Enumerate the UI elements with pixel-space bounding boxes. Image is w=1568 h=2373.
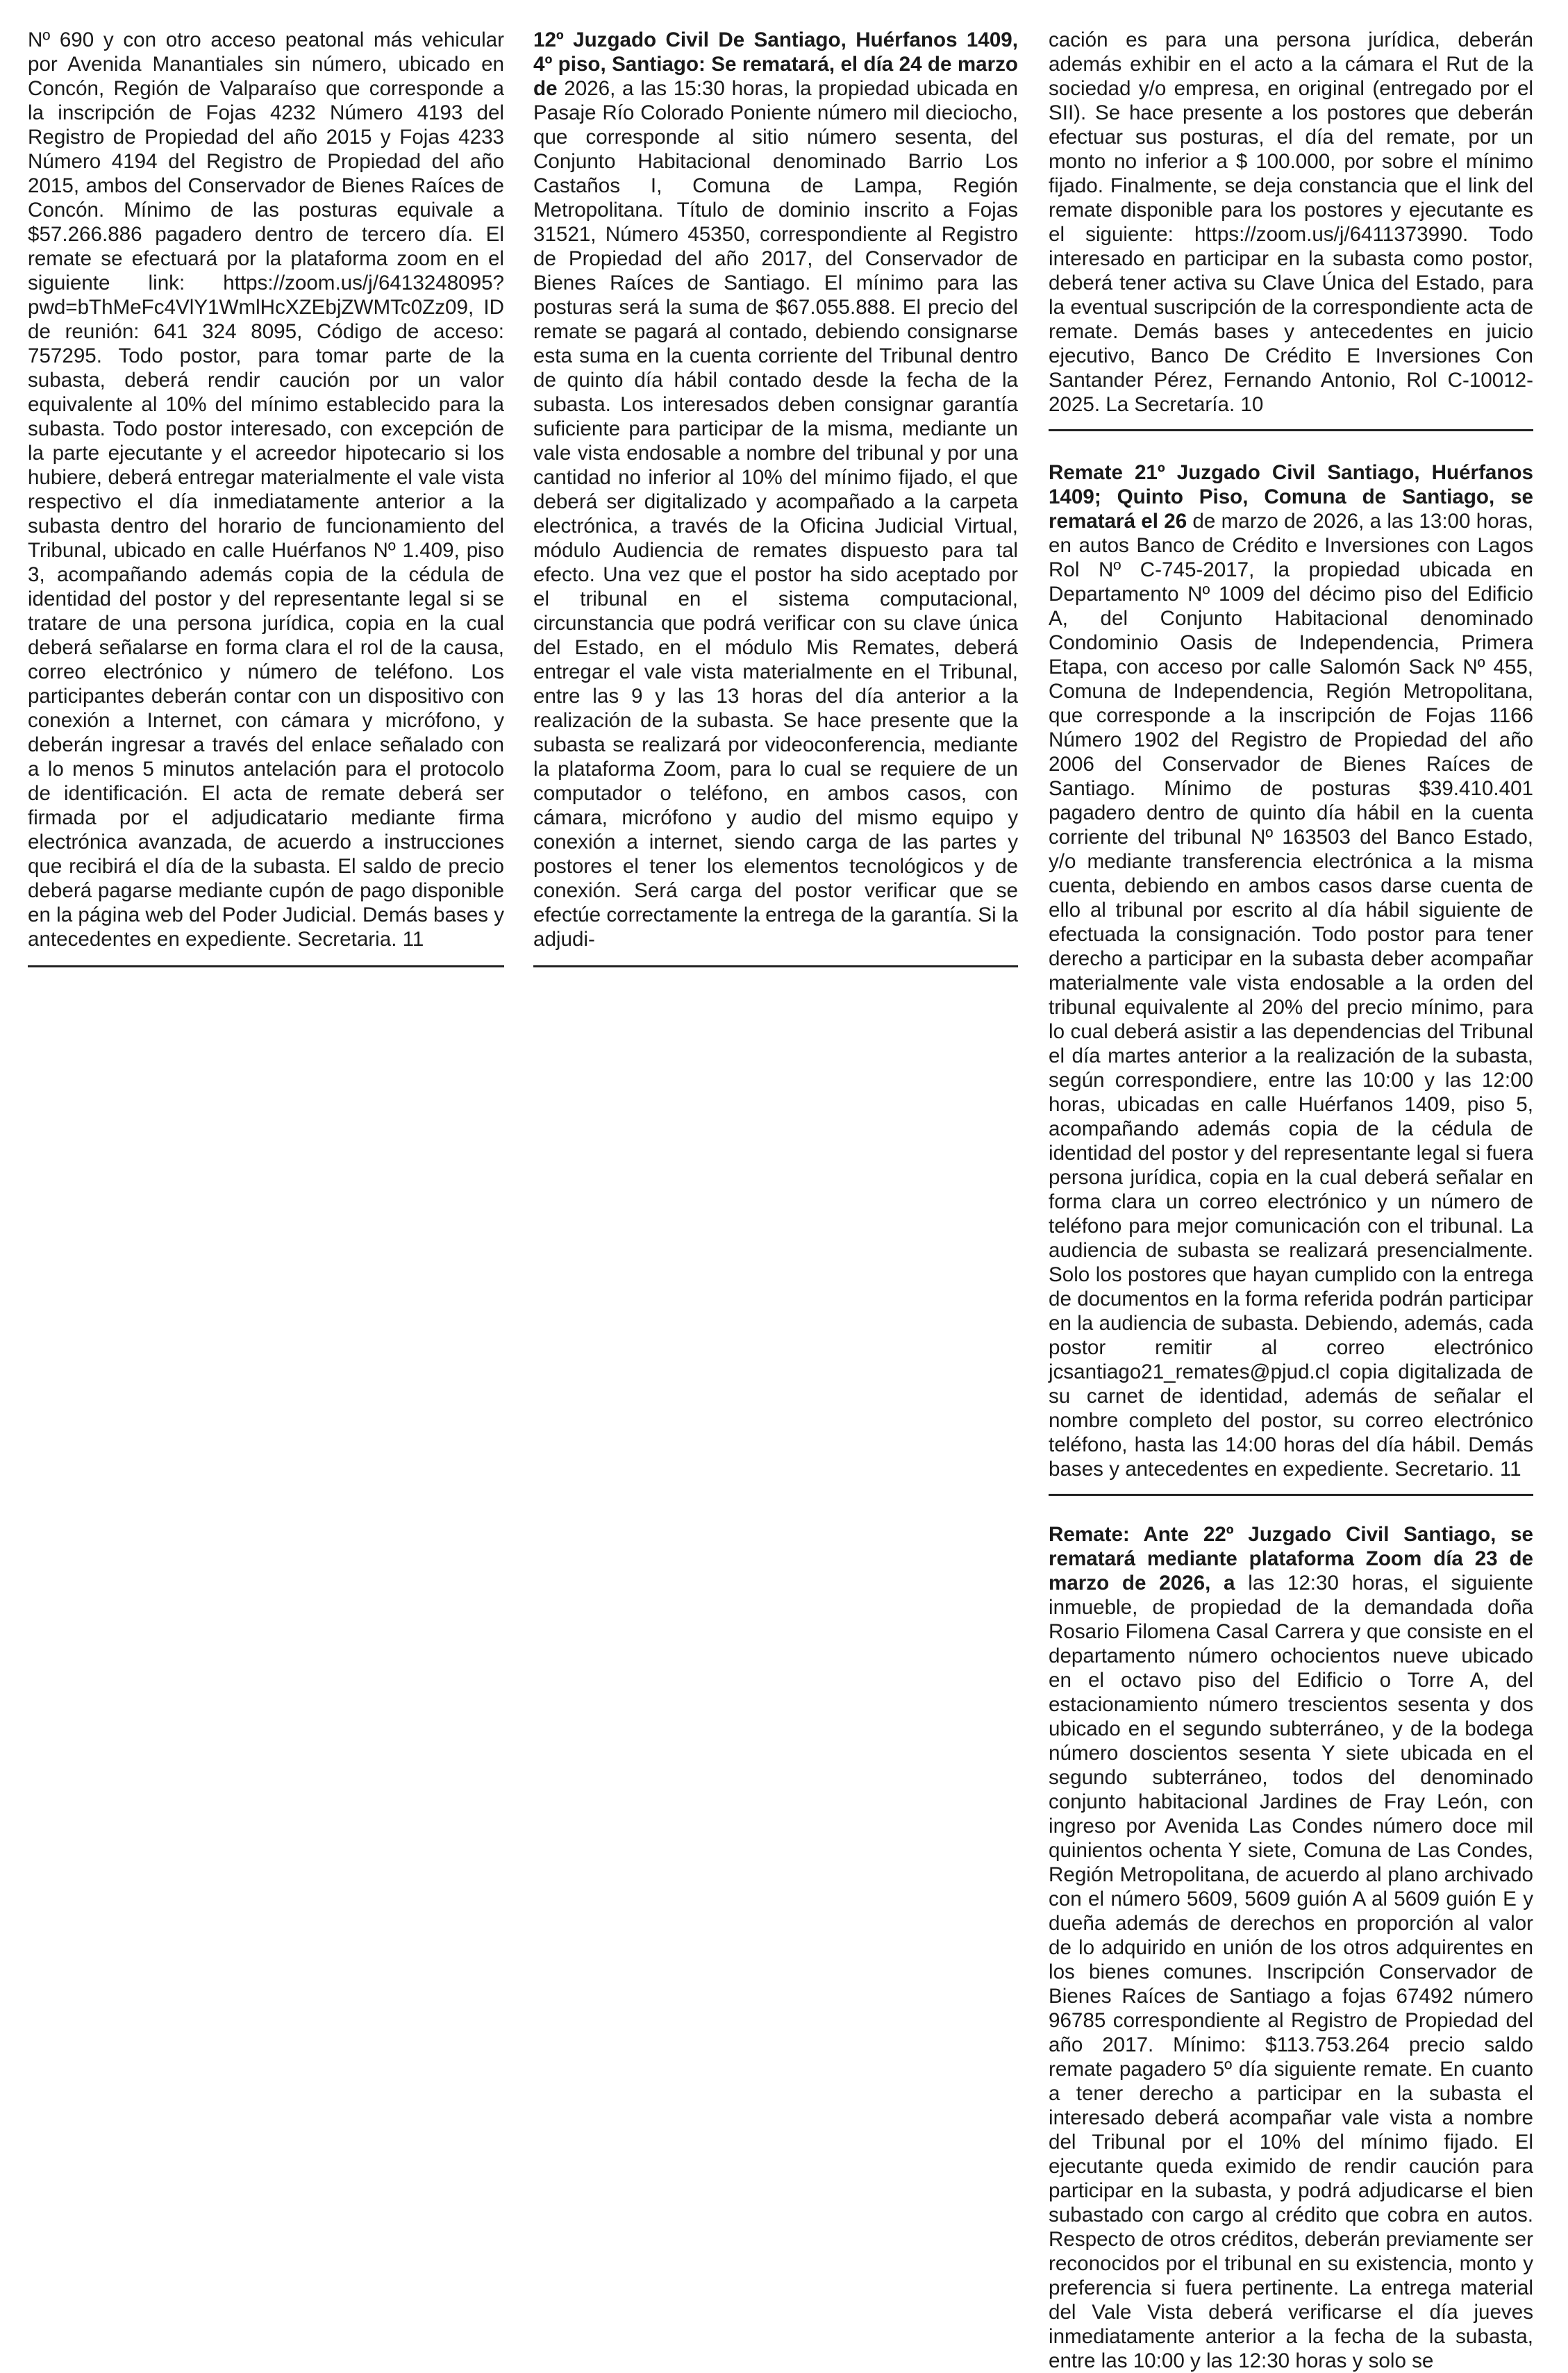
notice-body: cación es para una persona jurídica, deberán además exhibir en el acto a la cámara el Rut de la sociedad y/o empresa, en original (entregado por el SII). Se hace presente a los postores que deberán efectuar sus posturas, el día del remate, por un monto no inferior a $ 100.000, por sobre el mínimo fijado. Finalmente, se deja constancia que el link del remate disponible para los postores y ejecutante es el siguiente: https://zoom.us/j/6411373990. Todo interesado en participar en la subasta como postor, deberá tener activa su Clave Única del Estado, para la eventual suscripción de la correspondiente acta de remate. Demás bases y antecedentes en juicio ejecutivo, Banco De Crédito E Inversiones Con Santander Pérez, Fernando Antonio, Rol C-10012-2025. La Secretaría. 10 [1049,28,1533,416]
notice-heading: Remate: Ante 22º Juzgado Civil Santiago, se rematará mediante plataforma Zoom día 23 de marzo de 2026, a [1049,1523,1533,1595]
column-3 [1049,28,1533,2373]
notice-divider [28,965,504,967]
column-2 [533,28,1018,967]
notice-body: 2026, a las 15:30 horas, la propiedad ubicada en Pasaje Río Colorado Poniente número mil dieciocho, que corresponde al sitio número sesenta, del Conjunto Habitacional denominado Barrio Los Castaños I, Comuna de Lampa, Región Metropolitana. Título de dominio inscrito a Fojas 31521, Número 45350, correspondiente al Registro de Propiedad del año 2017, del Conservador de Bienes Raíces de Santiago. El mínimo para las posturas será la suma de $67.055.888. El precio del remate se pagará al contado, debiendo consignarse esta suma en la cuenta corriente del Tribunal dentro de quinto día hábil contado desde la fecha de la subasta. Los interesados deben consignar garantía suficiente para participar de la misma, mediante un vale vista endosable a nombre del tribunal y por una cantidad no inferior al 10% del mínimo fijado, el que deberá ser digitalizado y acompañado a la carpeta electrónica, a través de la Oficina Judicial Virtual, módulo Audiencia de remates dispuesto para tal efecto. Una vez que el postor ha sido aceptado por el tribunal en el sistema computacional, circunstancia que podrá verificar con su clave única del Estado, en el módulo Mis Remates, deberá entregar el vale vista materialmente en el Tribunal, entre las 9 y las 13 horas del día anterior a la realización de la subasta. Se hace presente que la subasta se realizará por videoconferencia, mediante la plataforma Zoom, para lo cual se requiere de un computador o teléfono, en ambos casos, con cámara, micrófono y audio del mismo equipo y conexión a internet, siendo carga de las partes y postores el tener los elementos tecnológicos y de conexión. Será carga del postor verificar que se efectúe correctamente la entrega de la garantía. Si la adjudi- [533,77,1018,951]
auction-notice-22-juzgado [1049,1522,1533,2373]
notice-heading: Remate 21º Juzgado Civil Santiago, Huérfanos 1409; Quinto Piso, Comuna de Santiago, se rematará el 26 [1049,461,1533,533]
notice-divider [1049,1494,1533,1496]
auction-notice-21-juzgado [1049,460,1533,1481]
notice-heading: 12º Juzgado Civil De Santiago, Huérfanos 1409, 4º piso, Santiago: Se rematará, el día 24 de marzo de [533,28,1018,100]
notice-divider [1049,429,1533,431]
notice-body: de marzo de 2026, a las 13:00 horas, en autos Banco de Crédito e Inversiones con Lagos Rol Nº C-745-2017, la propiedad ubicada en Departamento Nº 1009 del décimo piso del Edificio A, del Conjunto Habitacional denominado Condominio Oasis de Independencia, Primera Etapa, con acceso por calle Salomón Sack Nº 455, Comuna de Independencia, Región Metropolitana, que corresponde a la inscripción de Fojas 1166 Número 1902 del Registro de Propiedad del año 2006 del Conservador de Bienes Raíces de Santiago. Mínimo de posturas $39.410.401 pagadero dentro de quinto día hábil en la cuenta corriente del tribunal Nº 163503 del Banco Estado, y/o mediante transferencia electrónica a la misma cuenta, debiendo en ambos casos darse cuenta de ello al tribunal por escrito al día hábil siguiente de efectuada la consignación. Todo postor para tener derecho a participar en la subasta deber acompañar materialmente vale vista endosable a la orden del tribunal equivalente al 20% del precio mínimo, para lo cual deberá asistir a las dependencias del Tribunal el día martes anterior a la realización de la subasta, según correspondiere, entre las 10:00 y las 12:00 horas, ubicadas en calle Huérfanos 1409, piso 5, acompañando además copia de la cédula de identidad del postor y del representante legal si fuera persona jurídica, copia en la cual deberá señalar en forma clara un correo electrónico y un número de teléfono para mejor comunicación con el tribunal. La audiencia de subasta se realizará presencialmente. Solo los postores que hayan cumplido con la entrega de documentos en la forma referida podrán participar en la audiencia de subasta. Debiendo, además, cada postor remitir al correo electrónico jcsantiago21_remates@pjud.cl copia digitalizada de su carnet de identidad, además de señalar el nombre completo del postor, su correo electrónico teléfono, hasta las 14:00 horas del día hábil. Demás bases y antecedentes en expediente. Secretario. 11 [1049,510,1533,1481]
auction-notice-12-juzgado [533,28,1018,951]
auction-notice-12-juzgado-continuation [1049,28,1533,417]
notice-body: Nº 690 y con otro acceso peatonal más vehicular por Avenida Manantiales sin número, ubicado en Concón, Región de Valparaíso que corresponde a la inscripción de Fojas 4232 Número 4193 del Registro de Propiedad del año 2015 y Fojas 4233 Número 4194 del Registro de Propiedad del año 2015, ambos del Conservador de Bienes Raíces de Concón. Mínimo de las posturas equivale a $57.266.886 pagadero dentro de tercero día. El remate se efectuará por la plataforma zoom en el siguiente link: https://zoom.us/j/6413248095?pwd=bThMeFc4VlY1WmlHcXZEbjZWMTc0Zz09, ID de reunión: 641 324 8095, Código de acceso: 757295. Todo postor, para tomar parte de la subasta, deberá rendir caución por un valor equivalente al 10% del mínimo establecido para la subasta. Todo postor interesado, con excepción de la parte ejecutante y el acreedor hipotecario si los hubiere, deberá entregar materialmente el vale vista respectivo el día inmediatamente anterior a la subasta dentro del horario de funcionamiento del Tribunal, ubicado en calle Huérfanos Nº 1.409, piso 3, acompañando además copia de la cédula de identidad del postor y del representante legal si se tratare de una persona jurídica, copia en la cual deberá señalarse en forma clara el rol de la causa, correo electrónico y número de teléfono. Los participantes deberán contar con un dispositivo con conexión a Internet, con cámara y micrófono, y deberán ingresar a través del enlace señalado con a lo menos 5 minutos antelación para el protocolo de identificación. El acta de remate deberá ser firmada por el adjudicatario mediante firma electrónica avanzada, de acuerdo a instrucciones que recibirá el día de la subasta. El saldo de precio deberá pagarse mediante cupón de pago disponible en la página web del Poder Judicial. Demás bases y antecedentes en expediente. Secretaria. 11 [28,28,504,951]
notice-body: las 12:30 horas, el siguiente inmueble, de propiedad de la demandada doña Rosario Filomena Casal Carrera y que consiste en el departamento número ochocientos nueve ubicado en el octavo piso del Edificio o Torre A, del estacionamiento número trescientos sesenta y dos ubicado en el segundo subterráneo, y de la bodega número doscientos sesenta Y siete ubicada en el segundo subterráneo, todos del denominado conjunto habitacional Jardines de Fray León, con ingreso por Avenida Las Condes número doce mil quinientos ochenta Y siete, Comuna de Las Condes, Región Metropolitana, de acuerdo al plano archivado con el número 5609, 5609 guión A al 5609 guión E y dueña además de derechos en proporción al valor de lo adquirido en unión de los otros adquirentes en los bienes comunes. Inscripción Conservador de Bienes Raíces de Santiago a fojas 67492 número 96785 correspondiente al Registro de Propiedad del año 2017. Mínimo: $113.753.264 precio saldo remate pagadero 5º día siguiente remate. En cuanto a tener derecho a participar en la subasta el interesado deberá acompañar vale vista a nombre del Tribunal por el 10% del mínimo fijado. El ejecutante queda eximido de rendir caución para participar en la subasta, y podrá adjudicarse el bien subastado con cargo al crédito que cobra en autos. Respecto de otros créditos, deberán previamente ser reconocidos por el tribunal en su existencia, monto y preferencia si fuera pertinente. La entrega material del Vale Vista deberá verificarse el día jueves inmediatamente anterior a la fecha de la subasta, entre las 10:00 y las 12:30 horas y solo se [1049,1572,1533,2372]
notice-divider [533,965,1018,967]
auction-notice-valparaiso-continuation [28,28,504,951]
column-1 [28,28,504,967]
